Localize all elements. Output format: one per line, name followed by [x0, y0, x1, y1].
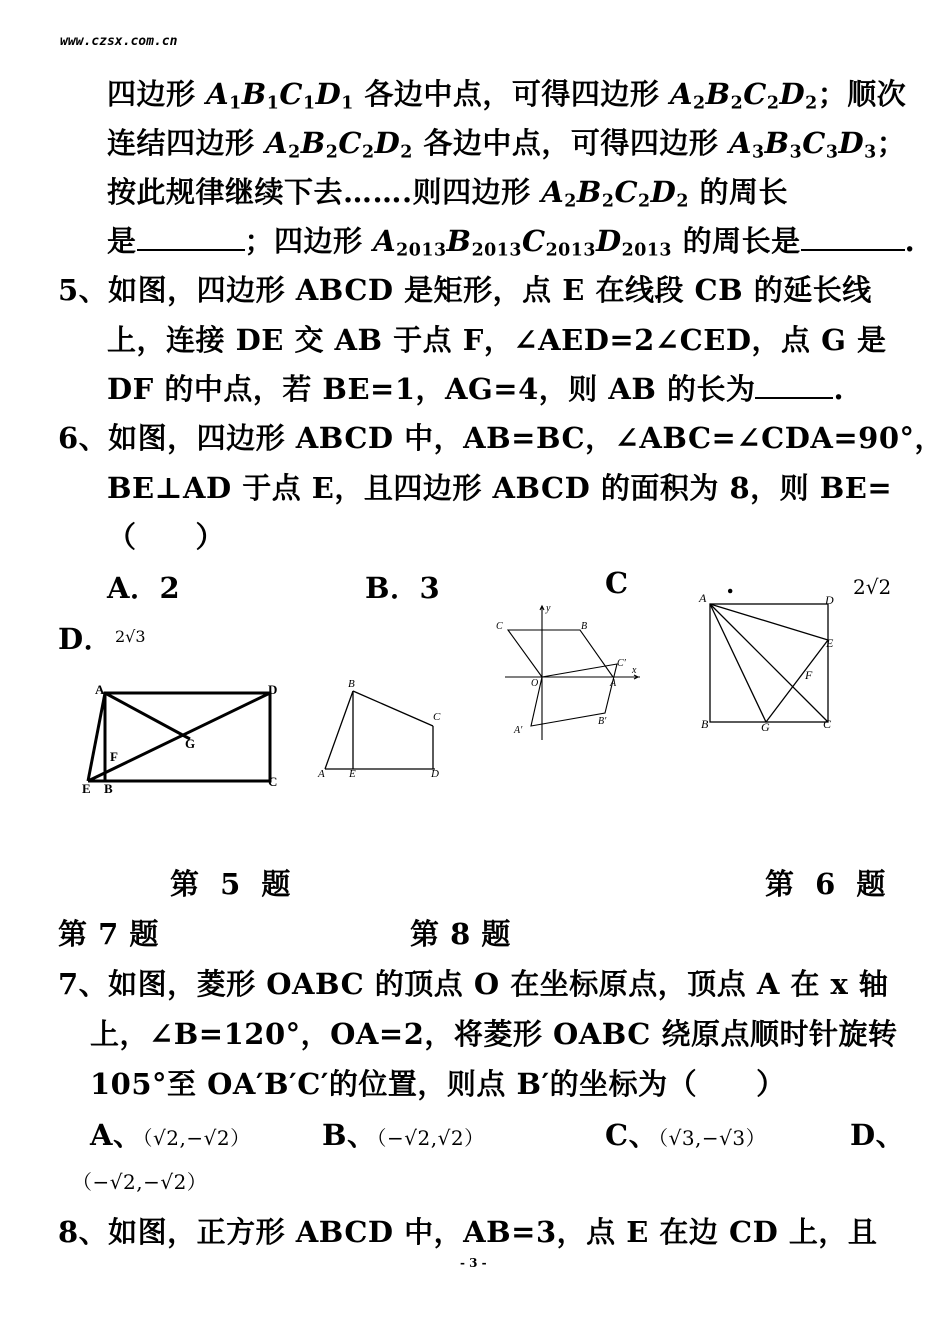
- fig5-label-E: E: [82, 781, 91, 793]
- fig8-label-G: G: [761, 720, 770, 734]
- q4-line2: 连结四边形 $A_2B_2C_2D_2$ 各边中点，可得四边形 $A_3B_3C_3D_3$；: [107, 126, 907, 163]
- q7-option-b[interactable]: B、（−√2,√2）: [322, 1118, 485, 1152]
- q5-line3: DF 的中点，若 BE=1，AG=4，则 AB 的长为 .: [107, 372, 845, 406]
- q6-option-a[interactable]: A．2: [107, 571, 181, 605]
- q6-line1: 6、如图，四边形 ABCD 中，AB=BC，∠ABC=∠CDA=90°，: [58, 421, 945, 455]
- fig5-label-D: D: [268, 682, 278, 697]
- fig6-label-B: B: [348, 678, 355, 690]
- q7-line1: 7、如图，菱形 OABC 的顶点 O 在坐标原点，顶点 A 在 x 轴: [58, 967, 889, 1001]
- q7-option-d-value: （−√2,−√2）: [72, 1170, 208, 1194]
- fig7-label-y: y: [546, 603, 551, 614]
- figure-q7: [495, 600, 645, 745]
- q7-line3: 105°至 OA′B′C′的位置，则点 B′的坐标为（ ）: [90, 1067, 786, 1101]
- answer-blank-2[interactable]: [801, 227, 905, 251]
- fig5-label-A: A: [95, 682, 105, 697]
- fig6-label-E: E: [349, 768, 356, 780]
- fig6-label-D: D: [431, 768, 439, 780]
- fig5-label-C: C: [268, 774, 278, 789]
- fig8-label-F: F: [805, 668, 813, 682]
- q6-option-c-dot: .: [726, 570, 735, 599]
- answer-blank-3[interactable]: [755, 375, 833, 399]
- figure-q5: [75, 678, 290, 793]
- q6-option-b[interactable]: B．3: [365, 571, 441, 605]
- fig8-label-B: B: [701, 717, 709, 731]
- caption-q8: 第 8 题: [410, 917, 511, 951]
- q7-option-b-value: （−√2,√2）: [376, 1126, 485, 1150]
- fig7-label-B: B: [581, 621, 588, 632]
- q6-option-d-value: 2√3: [115, 627, 146, 646]
- fig7-label-A: A: [610, 678, 617, 689]
- q7-option-a-value: （√2,−√2）: [142, 1126, 251, 1150]
- fig7-label-Aprime: A′: [514, 725, 523, 736]
- page-number: - 3 -: [460, 1256, 487, 1270]
- fig6-label-C: C: [433, 711, 441, 723]
- fig8-label-C: C: [823, 717, 832, 731]
- q5-line2: 上，连接 DE 交 AB 于点 F，∠AED=2∠CED，点 G 是: [107, 323, 887, 357]
- fig5-label-F: F: [110, 749, 118, 764]
- q4-line3: 按此规律继续下去…….则四边形 $A_2B_2C_2D_2$ 的周长: [107, 175, 789, 212]
- q4-line1: 四边形 $A_1B_1C_1D_1$ 各边中点，可得四边形 $A_2B_2C_2D_2$；顺次: [107, 77, 907, 114]
- q6-line2: BE⊥AD 于点 E，且四边形 ABCD 的面积为 8，则 BE=: [107, 471, 893, 505]
- answer-blank-1[interactable]: [137, 227, 245, 251]
- q7-option-c[interactable]: C、（√3,−√3）: [605, 1118, 767, 1152]
- header-url: www.czsx.com.cn: [60, 34, 178, 49]
- q7-option-c-value: （√3,−√3）: [658, 1126, 767, 1150]
- fig8-label-D: D: [825, 593, 834, 607]
- fig5-label-G: G: [185, 736, 196, 751]
- fig7-label-x: x: [632, 665, 637, 676]
- fig7-label-Bprime: B′: [598, 716, 607, 727]
- figure-q8: [693, 590, 848, 735]
- fig7-label-O: O: [531, 678, 539, 689]
- fig5-label-B: B: [104, 781, 113, 793]
- q6-option-c-value: 2√2: [853, 575, 892, 599]
- q8-line1: 8、如图，正方形 ABCD 中，AB=3，点 E 在边 CD 上，且: [58, 1215, 878, 1249]
- caption-q5: 第 5 题: [170, 867, 291, 901]
- q4-line4: 是 ；四边形 $A_{2013}B_{2013}C_{2013}D_{2013}$ 的周长是 .: [107, 224, 916, 261]
- q5-line1: 5、如图，四边形 ABCD 是矩形，点 E 在线段 CB 的延长线: [58, 273, 872, 307]
- fig6-label-A: A: [318, 768, 325, 780]
- q7-option-a[interactable]: A、（√2,−√2）: [90, 1118, 251, 1152]
- fig8-label-E: E: [826, 636, 834, 650]
- caption-q7: 第 7 题: [58, 917, 159, 951]
- q6-paren: （ ）: [107, 520, 226, 554]
- q6-option-d[interactable]: D．: [58, 622, 114, 656]
- figure-q6: [315, 676, 450, 781]
- q7-line2: 上，∠B=120°，OA=2，将菱形 OABC 绕原点顺时针旋转: [90, 1017, 898, 1051]
- q6-option-c[interactable]: C: [605, 566, 629, 600]
- fig8-label-A: A: [699, 591, 707, 605]
- fig7-label-Cprime: C′: [617, 658, 626, 669]
- fig7-label-C: C: [496, 621, 503, 632]
- caption-q6: 第 6 题: [765, 867, 886, 901]
- q7-option-d[interactable]: D、: [850, 1118, 906, 1152]
